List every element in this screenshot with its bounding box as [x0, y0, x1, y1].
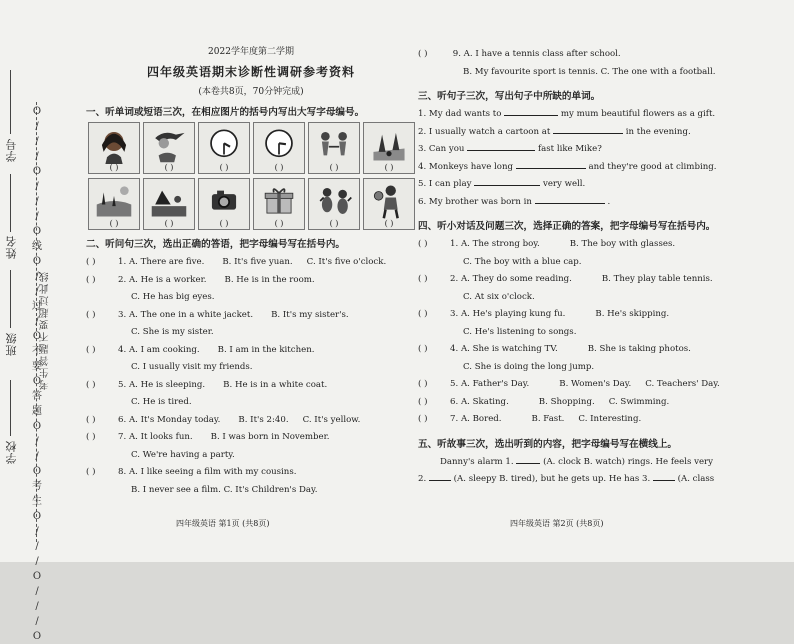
bee-girl-icon [312, 182, 356, 220]
answer-paren[interactable]: ( ) [274, 163, 284, 172]
answer-paren[interactable]: ( ) [86, 274, 96, 285]
option-c-line: C. He is tired. [131, 397, 192, 407]
option-a: A. They do some reading. [460, 274, 572, 284]
option-c-line: C. He's listening to songs. [463, 326, 577, 337]
cut-mark: O [32, 331, 42, 342]
option-c: C. It's five o'clock. [306, 257, 387, 267]
q-num: 1. [450, 239, 459, 249]
gift-box-icon [257, 182, 301, 220]
option-b: B. Women's Day. [559, 379, 632, 389]
school-label: 学校 [5, 440, 18, 464]
picture-card [253, 178, 305, 230]
question-row [418, 236, 718, 254]
girl-face-icon [92, 126, 136, 164]
option-c: C. Interesting. [578, 414, 642, 424]
cut-mark: O [32, 421, 42, 432]
cut-mark: 不 [32, 346, 42, 357]
option-c-line: C. He has big eyes. [131, 292, 215, 302]
option-b: B. They play table tennis. [601, 274, 713, 284]
answer-blank[interactable] [553, 124, 623, 134]
answer-paren[interactable]: ( ) [274, 219, 284, 228]
cut-mark: O [32, 631, 42, 642]
question-row [86, 429, 416, 447]
fill-blank-row [418, 194, 718, 212]
cut-mark: / [35, 151, 39, 162]
page-2 [418, 46, 718, 489]
option-b: B. Fast. [531, 414, 565, 424]
option-a: A. The one in a white jacket. [128, 309, 254, 320]
cut-mark: O [32, 226, 42, 237]
answer-paren[interactable]: ( ) [164, 219, 174, 228]
cut-mark: O [32, 256, 42, 267]
option-a: A. There are five. [128, 257, 205, 267]
class-underline [10, 270, 12, 328]
question-row [418, 271, 718, 289]
cut-mark: / [35, 601, 39, 612]
cut-mark: 题 [32, 406, 42, 417]
option-b: B. She is taking photos. [587, 344, 691, 354]
sentence-end: and they're good at climbing. [588, 161, 717, 172]
picture-card [363, 178, 415, 230]
story-text: (A. clock B. watch) rings. He feels very [543, 456, 713, 467]
picture-card [308, 122, 360, 174]
cut-mark: / [35, 181, 39, 192]
clock-330-icon [202, 126, 246, 164]
q-num: 8. [118, 467, 127, 477]
cut-mark: 过 [32, 301, 42, 312]
sentence-end: fast like Mike? [537, 144, 602, 154]
answer-paren[interactable]: ( ) [86, 257, 96, 267]
story-line-1 [418, 454, 718, 472]
fill-blank-row [418, 124, 718, 142]
question-row [86, 342, 416, 360]
question-row [86, 377, 416, 395]
cut-mark: / [35, 451, 39, 462]
option-a: A. He is sleeping. [128, 379, 206, 390]
sentence-end: very well. [542, 179, 586, 189]
q-num: 6. [118, 414, 127, 425]
q-num: 6. [450, 396, 459, 407]
cut-mark: O [32, 376, 42, 387]
cut-mark: / [35, 526, 39, 537]
option-b: B. It's five yuan. [222, 257, 293, 267]
picture-card [88, 178, 140, 230]
option-b: B. He's skipping. [595, 309, 670, 319]
option-a: A. Bored. [460, 414, 502, 424]
cut-mark: / [35, 211, 39, 222]
answer-paren[interactable]: ( ) [86, 344, 96, 355]
section-4-questions [418, 236, 718, 429]
picture-card [198, 122, 250, 174]
story-text: 2. [418, 474, 427, 484]
q-num: 5. [450, 379, 459, 389]
answer-paren[interactable]: ( ) [219, 163, 229, 172]
option-b: B. Shopping. [538, 396, 595, 407]
fill-blank-row [418, 141, 718, 159]
picture-card [308, 178, 360, 230]
fill-blank-row [418, 176, 718, 194]
option-b: B. I was born in November. [210, 432, 330, 442]
fill-blank-row [418, 106, 718, 124]
question-row [418, 394, 718, 412]
beach-scene-icon [147, 182, 191, 220]
section-2-title: 二、听问句三次，选出正确的答语，把字母编号写在括号内。 [86, 239, 346, 250]
question-row [418, 306, 718, 324]
sentence-end: my mum beautiful flowers as a gift. [560, 109, 716, 119]
answer-paren[interactable]: ( ) [418, 414, 428, 424]
option-a: A. I like seeing a film with my cousins. [128, 467, 297, 477]
cut-mark: 要 [32, 361, 42, 372]
cut-mark: / [35, 436, 39, 447]
picture-card [253, 122, 305, 174]
q-num: 9. [452, 49, 461, 59]
option-c-line: C. She is my sister. [131, 327, 214, 337]
option-a: A. The strong boy. [460, 239, 540, 249]
option-b: B. He is in the room. [224, 274, 315, 285]
story-text: (A. class [677, 474, 715, 484]
answer-paren[interactable]: ( ) [329, 163, 339, 172]
picture-grid [88, 122, 416, 230]
binding-margin [0, 40, 78, 642]
option-c-line: B. I never see a film. C. It's Children's Day. [131, 484, 318, 495]
answer-paren[interactable]: ( ) [109, 219, 119, 228]
sentence-end: . [607, 196, 611, 207]
q-num: 1. [118, 257, 127, 267]
picture-card [363, 122, 415, 174]
option-b: B. He is in a white coat. [223, 379, 328, 390]
section-1-title: 一、听单词或短语三次，在相应图片的括号内写出大写字母编号。 [86, 107, 365, 118]
id-underline [10, 70, 12, 134]
q-num: 2. [118, 274, 127, 285]
cut-mark: / [35, 586, 39, 597]
answer-blank[interactable] [474, 176, 540, 186]
option-c: C. Swimming. [608, 396, 670, 407]
option-c: C. It's yellow. [302, 414, 361, 425]
answer-paren[interactable]: ( ) [384, 163, 394, 172]
question-row [418, 376, 718, 394]
cut-mark: 考 [32, 481, 42, 492]
option-c-line: C. We're having a party. [131, 449, 235, 460]
sentence-start: 1. My dad wants to [418, 109, 502, 119]
option-b: B. It's my sister's. [271, 309, 349, 320]
cut-mark: / [35, 196, 39, 207]
option-a: A. She is watching TV. [460, 344, 558, 354]
q-num: 7. [118, 432, 127, 442]
picture-card [88, 122, 140, 174]
cut-mark: 答 [32, 391, 42, 402]
girl-wind-icon [147, 126, 191, 164]
section-2-questions [86, 254, 416, 499]
cut-mark: / [35, 616, 39, 627]
section-3-questions [418, 106, 718, 211]
option-a: A. Father's Day. [460, 379, 530, 389]
sentence-start: 2. I usually watch a cartoon at [418, 126, 551, 137]
cut-mark: / [35, 136, 39, 147]
answer-paren[interactable]: ( ) [418, 344, 428, 354]
q-num: 7. [450, 414, 459, 424]
option-b: B. The boy with glasses. [569, 239, 676, 249]
school-underline [10, 380, 12, 436]
question-row [418, 411, 718, 429]
q-num: 3. [450, 309, 459, 319]
cut-mark: O [32, 106, 42, 117]
cut-mark: / [35, 121, 39, 132]
answer-paren[interactable]: ( ) [418, 239, 428, 249]
story-blank-1[interactable] [516, 454, 540, 464]
option-c-line: C. The boy with a blue cap. [463, 256, 582, 267]
cut-mark: 生 [32, 496, 42, 507]
answer-paren[interactable]: ( ) [86, 379, 96, 390]
park-trees-icon [367, 126, 411, 164]
cut-mark: / [35, 316, 39, 327]
answer-paren[interactable]: ( ) [418, 396, 428, 407]
footer-page-1: 四年级英语 第1页 (共8页) [176, 519, 270, 528]
option-a: A. It's Monday today. [128, 414, 221, 425]
picture-card [143, 122, 195, 174]
answer-paren[interactable]: ( ) [164, 163, 174, 172]
exam-note: (本卷共8页，70分钟完成) [198, 87, 304, 97]
cut-mark: O [32, 571, 42, 582]
picture-card [143, 178, 195, 230]
binding-warning: 考生答题不要超过此线 [40, 270, 51, 390]
cut-mark: O [32, 511, 42, 522]
answer-paren[interactable]: ( ) [418, 309, 428, 319]
cut-mark: O [32, 466, 42, 477]
exam-title: 四年级英语期末诊断性调研参考资料 [146, 65, 355, 79]
answer-blank[interactable] [535, 194, 605, 204]
question-row [418, 341, 718, 359]
park-scene-icon [92, 182, 136, 220]
cut-mark: / [35, 541, 39, 552]
option-b: B. I am in the kitchen. [217, 344, 315, 355]
q-num: 5. [118, 379, 127, 390]
q-num: 4. [118, 344, 127, 355]
cut-mark: / [35, 286, 39, 297]
camera-icon [202, 182, 246, 220]
answer-paren[interactable]: ( ) [86, 414, 96, 425]
picture-card [198, 178, 250, 230]
story-text: (A. sleepy B. tired), but he gets up. He has 3. [453, 474, 651, 484]
sentence-start: 3. Can you [418, 144, 465, 154]
section-4-title: 四、听小对话及问题三次，选择正确的答案，把字母编号写在括号内。 [418, 221, 716, 232]
id-label: 学号 [5, 138, 18, 162]
option-a: A. Skating. [460, 396, 509, 407]
option-a: A. It looks fun. [128, 432, 193, 442]
fill-blank-row [418, 159, 718, 177]
question-row [86, 464, 416, 482]
sentence-start: 6. My brother was born in [418, 196, 532, 207]
question-9-line2: B. My favourite sport is tennis. C. The one with a football. [463, 66, 716, 77]
question-row [86, 254, 416, 272]
answer-paren[interactable]: ( ) [86, 432, 96, 442]
clock-230-icon [257, 126, 301, 164]
answer-blank[interactable] [467, 141, 535, 151]
boy-ball-icon [367, 182, 411, 220]
question-row [86, 307, 416, 325]
story-blank-2[interactable] [429, 471, 451, 481]
option-a: A. He's playing kung fu. [460, 309, 566, 319]
option-a: A. He is a worker. [128, 274, 207, 285]
story-blank-3[interactable] [653, 471, 675, 481]
story-line-2 [418, 471, 718, 489]
option-a: A. I have a tennis class after school. [463, 49, 621, 59]
option-c-line: C. At six o'clock. [463, 291, 535, 302]
name-underline [10, 174, 12, 232]
class-label: 班级 [5, 332, 18, 356]
option-c: C. Teachers' Day. [645, 379, 720, 389]
cut-mark: 线 [32, 241, 42, 252]
answer-paren[interactable]: ( ) [384, 219, 394, 228]
answer-paren[interactable]: ( ) [109, 163, 119, 172]
option-b: B. It's 2:40. [238, 414, 289, 425]
option-a: A. I am cooking. [128, 344, 200, 355]
option-c-line: C. She is doing the long jump. [463, 361, 595, 372]
answer-paren[interactable]: ( ) [418, 49, 428, 59]
answer-blank[interactable] [516, 159, 586, 169]
sentence-start: 4. Monkeys have long [418, 161, 514, 172]
term-line: 2022学年度第二学期 [208, 47, 294, 57]
footer-page-2: 四年级英语 第2页 (共8页) [510, 519, 604, 528]
question-9 [418, 46, 718, 64]
answer-blank[interactable] [504, 106, 558, 116]
page-1 [86, 42, 416, 499]
story-text: Danny's alarm 1. [440, 456, 514, 467]
q-num: 2. [450, 274, 459, 284]
answer-paren[interactable]: ( ) [418, 274, 428, 284]
cut-mark: O [32, 166, 42, 177]
cut-mark: / [35, 556, 39, 567]
sentence-end: in the evening. [625, 126, 691, 137]
q-num: 4. [450, 344, 459, 354]
answer-paren[interactable]: ( ) [329, 219, 339, 228]
answer-paren[interactable]: ( ) [219, 219, 229, 228]
section-5-title: 五、听故事三次，选出听到的内容，把字母编号写在横线上。 [418, 438, 678, 450]
question-row [86, 272, 416, 290]
kids-play-icon [312, 126, 356, 164]
section-3-title: 三、听句子三次，写出句子中所缺的单词。 [418, 91, 601, 102]
answer-paren[interactable]: ( ) [418, 379, 428, 389]
sentence-start: 5. I can play [418, 179, 472, 189]
question-row [86, 412, 416, 430]
name-label: 姓名 [5, 235, 18, 259]
cut-mark: / [35, 271, 39, 282]
q-num: 3. [118, 309, 127, 320]
answer-paren[interactable]: ( ) [86, 309, 96, 320]
option-c-line: C. I usually visit my friends. [131, 362, 253, 372]
answer-paren[interactable]: ( ) [86, 467, 96, 477]
